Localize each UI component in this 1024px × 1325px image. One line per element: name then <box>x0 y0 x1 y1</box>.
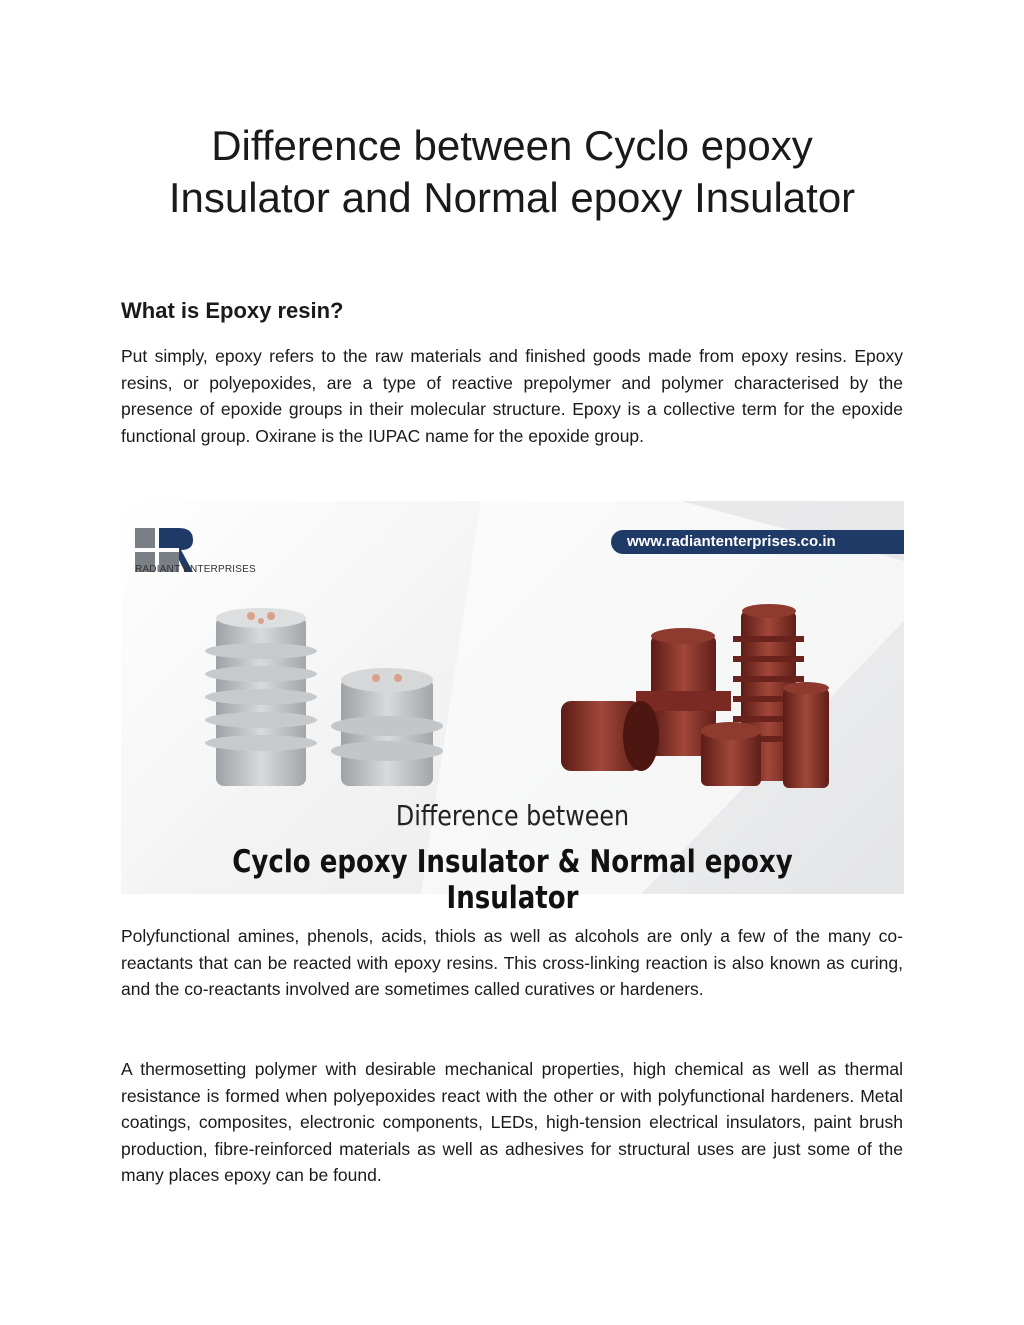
banner-headline-line-2: Cyclo epoxy Insulator & Normal epoxy Insulator <box>232 844 793 916</box>
title-line-2: Insulator and Normal epoxy Insulator <box>168 174 856 221</box>
radiant-logo-icon <box>135 516 255 586</box>
paragraph-intro: Put simply, epoxy refers to the raw materials and finished goods made from epoxy resins. Epoxy resins, or polyepoxides, are a type of reactive prepolymer and polymer characterised by the presence of epoxide groups in their molecular structure. Epoxy is a collective term for the epoxide functional group. Oxirane is the IUPAC name for the epoxide group. <box>121 346 903 446</box>
banner-headline-line-1: Difference between <box>395 799 630 832</box>
paragraph-applications: A thermosetting polymer with desirable mechanical properties, high chemical as well as thermal resistance is formed when polyepoxides react with the other or with polyfunctional hardeners. Metal coatings, composites, electronic components, LEDs, high-tension electrical insulators, paint brush production, fibre-reinforced materials as well as adhesives for structural uses are just some of the many places epoxy can be found. <box>121 1059 903 1185</box>
document-title <box>0 120 1024 224</box>
normal-epoxy-insulators <box>561 604 829 788</box>
brand-name: RADIANT ENTERPRISES <box>135 564 256 575</box>
title-line-1: Difference between Cyclo epoxy <box>211 122 813 169</box>
insulator-products-illustration <box>121 596 904 796</box>
paragraph-curing: Polyfunctional amines, phenols, acids, thiols as well as alcohols are only a few of the many co-reactants that can be reacted with epoxy resins. This cross-linking reaction is also known as curing, and the co-reactants involved are sometimes called curatives or hardeners. <box>121 926 903 999</box>
product-banner-image <box>121 501 904 916</box>
cyclo-epoxy-insulator-short <box>331 668 443 786</box>
section-heading: What is Epoxy resin? <box>121 298 344 323</box>
website-url-badge: www.radiantenterprises.co.in <box>611 530 904 554</box>
cyclo-epoxy-insulator-tall <box>205 608 317 786</box>
